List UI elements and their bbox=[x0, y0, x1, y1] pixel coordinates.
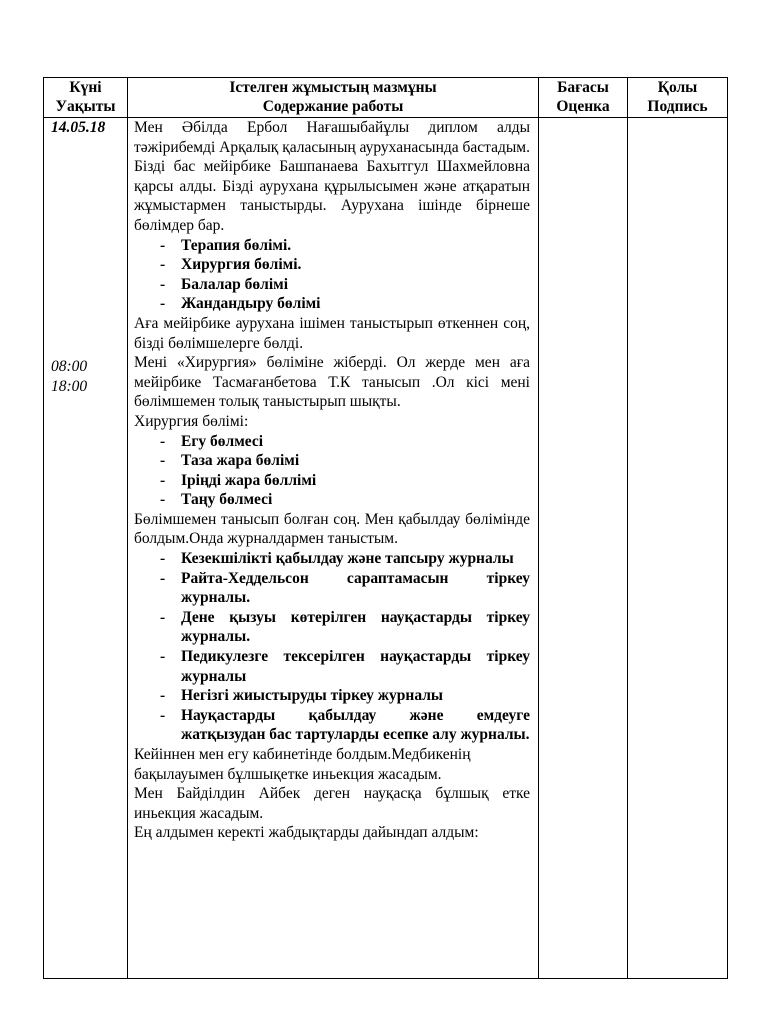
list-item: - Терапия бөлімі. bbox=[160, 236, 530, 256]
signature-cell bbox=[628, 118, 728, 979]
list-item: - Іріңді жара бөллімі bbox=[160, 471, 530, 491]
header-time-kz: Уақыты bbox=[55, 98, 116, 115]
paragraph-assignment: Аға мейірбике аурухана ішімен таныстырып өткеннен соң, бізді бөлімшелерге бөлді. bbox=[134, 314, 530, 352]
list-item: - Науқастарды қабылдау және емдеуге жатқызудан бас тартуларды есепке алу журналы. bbox=[160, 706, 530, 745]
time-end: 18:00 bbox=[51, 378, 88, 395]
date-cell bbox=[44, 118, 128, 979]
paragraph-surgery-title: Хирургия бөлімі: bbox=[134, 412, 249, 430]
header-signature-kz: Қолы bbox=[657, 79, 698, 96]
list-item: - Педикулезге тексерілген науқастарды тіркеу журналы bbox=[160, 647, 530, 686]
header-date-time bbox=[44, 78, 128, 118]
table-row bbox=[44, 118, 728, 979]
list-item: - Райта-Хеддельсон сараптамасын тіркеу журналы. bbox=[160, 569, 530, 608]
departments-list bbox=[134, 236, 530, 314]
paragraph-intro: Мен Әбілда Ербол Нағашыбайұлы диплом алды тәжірибемді Арқалық қаласының ауруханасында бастадым. Бізді бас мейірбике Башпанаева Бахытгул Шахмейловна қарсы алды. Бізді аурухана құрылысымен және атқаратын жұмыстармен таныстырды. Аурухана ішінде бірнеше бөлімдер бар. bbox=[134, 119, 530, 234]
entry-date: 14.05.18 bbox=[51, 119, 106, 136]
grade-cell bbox=[539, 118, 628, 979]
paragraph-injection-patient: Мен Байділдин Айбек деген науқасқа бұлшық етке иньекция жасадым. bbox=[134, 785, 530, 822]
paragraph-injection-room: Кейіннен мен егу кабинетінде болдым.Медбикенің бақылауымен бұлшықетке иньекция жасадым. bbox=[134, 746, 471, 783]
list-item: - Хирургия бөлімі. bbox=[160, 255, 530, 275]
table-header-row bbox=[44, 78, 728, 118]
header-grade-kz: Бағасы bbox=[557, 79, 609, 96]
header-content-kz: Істелген жұмыстың мазмұны bbox=[229, 79, 437, 96]
surgery-rooms-list bbox=[134, 432, 530, 510]
header-grade bbox=[539, 78, 628, 118]
list-item: - Негізгі жиыстыруды тіркеу журналы bbox=[160, 686, 530, 706]
paragraph-reception: Бөлімшемен танысып болған соң. Мен қабылдау бөлімінде болдым.Онда журналдармен таныстым. bbox=[134, 510, 530, 548]
journals-list bbox=[134, 549, 530, 745]
list-item: - Жандандыру бөлімі bbox=[160, 294, 530, 314]
time-start: 08:00 bbox=[51, 358, 88, 375]
list-item: - Балалар бөлімі bbox=[160, 275, 530, 295]
list-item: - Егу бөлмесі bbox=[160, 432, 530, 452]
paragraph-surgery: Мені «Хирургия» бөліміне жіберді. Ол жерде мен аға мейірбике Тасмағанбетова Т.К танысып .Ол кісі мені бөлімшемен толық таныстырып шықты. bbox=[134, 354, 530, 411]
list-item: - Таңу бөлмесі bbox=[160, 490, 530, 510]
list-item: - Дене қызуы көтерілген науқастарды тіркеу журналы. bbox=[160, 608, 530, 647]
header-content bbox=[128, 78, 539, 118]
list-item: - Таза жара бөлімі bbox=[160, 451, 530, 471]
header-content-ru: Содержание работы bbox=[262, 98, 404, 115]
content-cell bbox=[128, 118, 539, 979]
list-item: - Кезекшілікті қабылдау және тапсыру журналы bbox=[160, 549, 530, 569]
header-grade-ru: Оценка bbox=[556, 98, 610, 115]
paragraph-preparation: Ең алдымен керекті жабдықтарды дайындап алдым: bbox=[134, 824, 479, 842]
header-signature-ru: Подпись bbox=[647, 98, 708, 115]
header-date-kz: Күні bbox=[69, 79, 102, 96]
header-signature bbox=[628, 78, 728, 118]
practice-diary-table bbox=[43, 77, 728, 979]
